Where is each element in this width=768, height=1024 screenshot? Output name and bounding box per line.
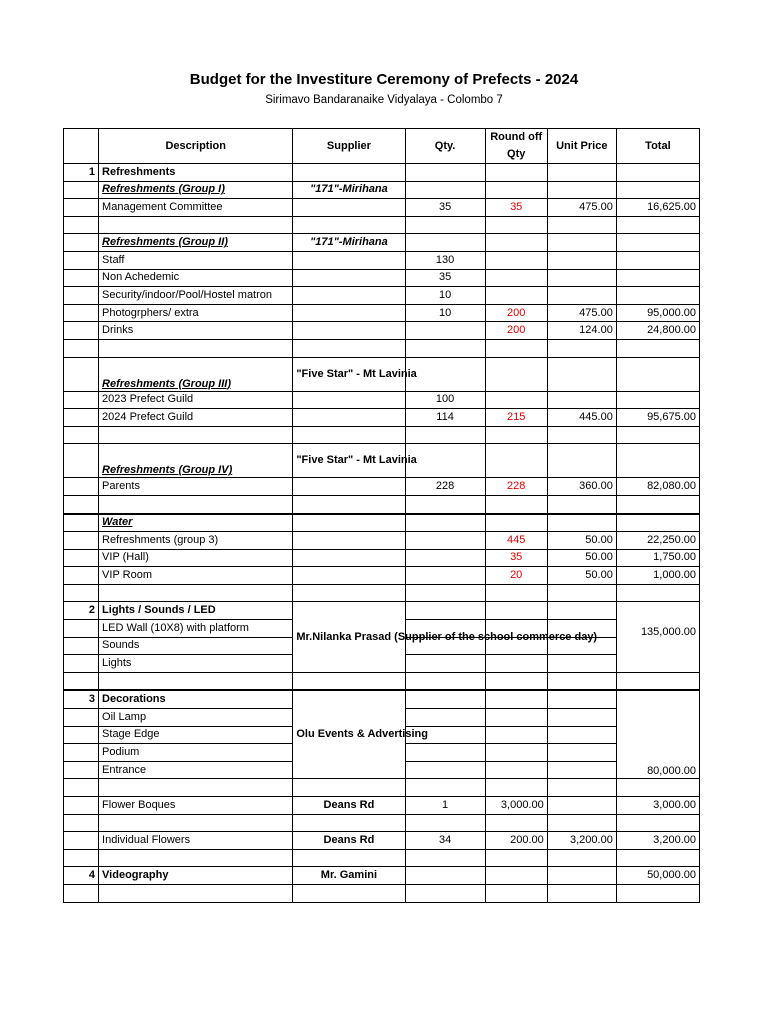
- spacer-row: [64, 814, 700, 832]
- videography-supplier: Mr. Gamini: [293, 867, 405, 885]
- group-supplier: "171"-Mirihana: [293, 181, 405, 199]
- item-total: 22,250.00: [616, 532, 699, 550]
- item-description: Stage Edge: [99, 726, 293, 744]
- item-round-qty: 35: [485, 199, 547, 217]
- item-round-qty: 20: [485, 567, 547, 585]
- spacer-row: [64, 495, 700, 513]
- group-row: [64, 181, 700, 199]
- group-label: Refreshments (Group I): [99, 181, 293, 199]
- item-round-qty: 200: [485, 304, 547, 322]
- item-supplier: Deans Rd: [293, 832, 405, 850]
- item-round-qty: 200: [485, 322, 547, 340]
- group-row: [64, 444, 700, 478]
- item-qty: 35: [405, 199, 485, 217]
- table-row: [64, 304, 700, 322]
- item-description: Photogrphers/ extra: [99, 304, 293, 322]
- document-title: Budget for the Investiture Ceremony of Prefects - 2024: [189, 71, 579, 88]
- item-description: Individual Flowers: [99, 832, 293, 850]
- item-unit-price: 124.00: [547, 322, 616, 340]
- item-unit-price: 475.00: [547, 304, 616, 322]
- item-unit-price: 475.00: [547, 199, 616, 217]
- spacer-row: [64, 584, 700, 602]
- item-qty: 1: [405, 797, 485, 815]
- item-description: Podium: [99, 744, 293, 762]
- item-qty: 10: [405, 287, 485, 305]
- item-round-qty: 200.00: [485, 832, 547, 850]
- item-description: Sounds: [99, 637, 293, 655]
- item-total: 1,000.00: [616, 567, 699, 585]
- section-number: 1: [64, 164, 99, 182]
- item-qty: 35: [405, 269, 485, 287]
- item-description: VIP Room: [99, 567, 293, 585]
- item-description: VIP (Hall): [99, 549, 293, 567]
- header-description: Description: [99, 129, 293, 164]
- item-qty: 114: [405, 409, 485, 427]
- item-total: 16,625.00: [616, 199, 699, 217]
- item-qty: 34: [405, 832, 485, 850]
- group-label: Refreshments (Group II): [99, 234, 293, 252]
- header-unit-price: Unit Price: [547, 129, 616, 164]
- item-unit-price: 50.00: [547, 549, 616, 567]
- table-row: [64, 251, 700, 269]
- spacer-row: [64, 779, 700, 797]
- item-description: Flower Boques: [99, 797, 293, 815]
- header-qty: Qty.: [405, 129, 485, 164]
- item-round-qty: 35: [485, 549, 547, 567]
- item-round-qty: 215: [485, 409, 547, 427]
- section-row: [64, 602, 700, 620]
- item-total: 3,000.00: [616, 797, 699, 815]
- section-row: [64, 164, 700, 182]
- item-description: Entrance: [99, 761, 293, 779]
- spacer-row: [64, 884, 700, 902]
- item-description: 2024 Prefect Guild: [99, 409, 293, 427]
- item-unit-price: 445.00: [547, 409, 616, 427]
- item-round-qty: 445: [485, 532, 547, 550]
- group-supplier: "171"-Mirihana: [293, 234, 405, 252]
- item-unit-price: 360.00: [547, 478, 616, 496]
- table-row: [64, 549, 700, 567]
- section-number: 4: [64, 867, 99, 885]
- header-round-off-qty: Round off Qty: [485, 129, 547, 164]
- item-description: LED Wall (10X8) with platform: [99, 620, 293, 638]
- item-total: 95,675.00: [616, 409, 699, 427]
- item-description: Drinks: [99, 322, 293, 340]
- table-row: [64, 532, 700, 550]
- document-subtitle: Sirimavo Bandaranaike Vidyalaya - Colombo 7: [265, 94, 503, 106]
- item-description: Security/indoor/Pool/Hostel matron: [99, 287, 293, 305]
- item-unit-price: 50.00: [547, 567, 616, 585]
- group-label: Refreshments (Group III): [99, 357, 293, 391]
- spacer-row: [64, 426, 700, 444]
- item-description: 2023 Prefect Guild: [99, 391, 293, 409]
- header-no: [64, 129, 99, 164]
- table-header-row: [64, 129, 700, 164]
- item-qty: 228: [405, 478, 485, 496]
- group-row: [64, 514, 700, 532]
- item-description: Parents: [99, 478, 293, 496]
- section-label: Lights / Sounds / LED: [99, 602, 293, 620]
- table-row: [64, 409, 700, 427]
- table-row: [64, 322, 700, 340]
- spacer-row: [64, 672, 700, 690]
- item-round-qty: 228: [485, 478, 547, 496]
- item-description: Oil Lamp: [99, 709, 293, 727]
- lights-supplier: Mr.Nilanka Prasad (Supplier of the school commerce day): [293, 602, 405, 672]
- table-row: [64, 567, 700, 585]
- spacer-row: [64, 216, 700, 234]
- item-description: Staff: [99, 251, 293, 269]
- section-number: 2: [64, 602, 99, 620]
- group-row: [64, 357, 700, 391]
- header-total: Total: [616, 129, 699, 164]
- table-row: [64, 287, 700, 305]
- section-label: Refreshments: [99, 164, 293, 182]
- header-supplier: Supplier: [293, 129, 405, 164]
- videography-total: 50,000.00: [616, 867, 699, 885]
- decorations-total: 80,000.00: [616, 690, 699, 778]
- group-label: Refreshments (Group IV): [99, 444, 293, 478]
- group-supplier: "Five Star" - Mt Lavinia: [293, 357, 405, 391]
- item-unit-price: 50.00: [547, 532, 616, 550]
- item-total: 95,000.00: [616, 304, 699, 322]
- spacer-row: [64, 339, 700, 357]
- item-total: 3,200.00: [616, 832, 699, 850]
- item-description: Refreshments (group 3): [99, 532, 293, 550]
- section-row: [64, 867, 700, 885]
- item-description: Lights: [99, 655, 293, 673]
- section-number: 3: [64, 690, 99, 708]
- table-row: [64, 269, 700, 287]
- group-row: [64, 234, 700, 252]
- table-row: [64, 199, 700, 217]
- table-row: [64, 478, 700, 496]
- decorations-supplier: Olu Events & Advertising: [293, 690, 405, 778]
- section-label: Videography: [99, 867, 293, 885]
- item-qty: 130: [405, 251, 485, 269]
- spacer-row: [64, 849, 700, 867]
- item-total: 24,800.00: [616, 322, 699, 340]
- table-row: [64, 391, 700, 409]
- item-total: 82,080.00: [616, 478, 699, 496]
- item-supplier: Deans Rd: [293, 797, 405, 815]
- item-description: Management Committee: [99, 199, 293, 217]
- item-round-qty: 3,000.00: [485, 797, 547, 815]
- item-description: Non Achedemic: [99, 269, 293, 287]
- group-supplier: "Five Star" - Mt Lavinia: [293, 444, 405, 478]
- lights-total: 135,000.00: [616, 602, 699, 672]
- section-row: [64, 690, 700, 708]
- table-row: [64, 832, 700, 850]
- item-unit-price: 3,200.00: [547, 832, 616, 850]
- item-qty: 100: [405, 391, 485, 409]
- item-qty: 10: [405, 304, 485, 322]
- group-label: Water: [99, 514, 293, 532]
- section-label: Decorations: [99, 690, 293, 708]
- item-total: 1,750.00: [616, 549, 699, 567]
- table-row: [64, 797, 700, 815]
- budget-table: [63, 128, 700, 903]
